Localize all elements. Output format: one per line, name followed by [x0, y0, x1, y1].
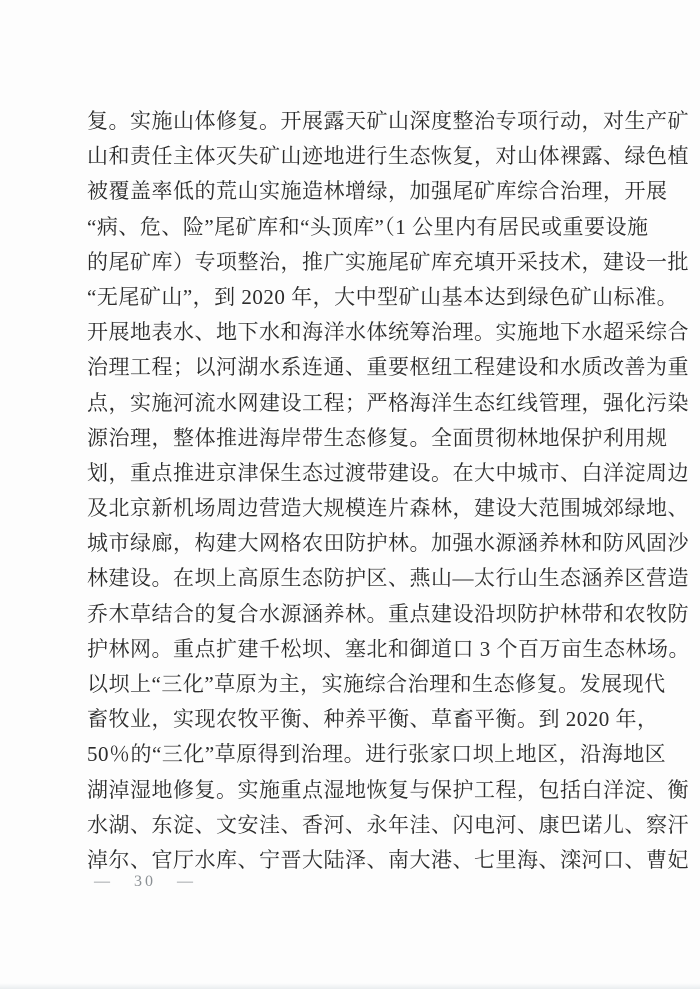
text-line: 治理工程；以河湖水系连通、重要枢纽工程建设和水质改善为重 — [87, 355, 689, 380]
text-line: 被覆盖率低的荒山实施造林增绿，加强尾矿库综合治理，开展 — [87, 179, 668, 204]
text-line: 开展地表水、地下水和海洋水体统筹治理。实施地下水超采综合 — [87, 320, 689, 345]
text-line: 划，重点推进京津保生态过渡带建设。在大中城市、白洋淀周边 — [87, 460, 689, 485]
text-line: 源治理，整体推进海岸带生态修复。全面贯彻林地保护利用规 — [87, 425, 668, 450]
text-line: 及北京新机场周边营造大规模连片森林，建设大范围城郊绿地、 — [87, 496, 689, 521]
text-line: 畜牧业，实现农牧平衡、种养平衡、草畜平衡。到 2020 年， — [87, 707, 659, 732]
page-number: — 30 — — [94, 873, 196, 890]
body-text-block — [87, 104, 690, 878]
text-line: 城市绿廊，构建大网格农田防护林。加强水源涵养林和防风固沙 — [87, 531, 689, 556]
text-line: 护林网。重点扩建千松坝、塞北和御道口 3 个百万亩生态林场。 — [87, 636, 690, 661]
text-line: “无尾矿山”，到 2020 年，大中型矿山基本达到绿色矿山标准。 — [87, 284, 679, 309]
text-line: 湖淖湿地修复。实施重点湿地恢复与保护工程，包括白洋淀、衡 — [87, 777, 689, 802]
scan-bottom-edge — [0, 983, 700, 989]
text-line: 以坝上“三化”草原为主，实施综合治理和生态修复。发展现代 — [87, 672, 666, 696]
text-line: 山和责任主体灭失矿山迹地进行生态恢复，对山体裸露、绿色植 — [87, 144, 689, 169]
text-line: 的尾矿库）专项整治，推广实施尾矿库充填开采技术，建设一批 — [87, 249, 689, 274]
text-line: “病、危、险”尾矿库和“头顶库”（1 公里内有居民或重要设施 — [87, 214, 649, 239]
text-line: 点，实施河流水网建设工程；严格海洋生态红线管理，强化污染 — [87, 390, 689, 415]
text-line: 水湖、东淀、文安洼、香河、永年洼、闪电河、康巴诺儿、察汗 — [87, 812, 689, 837]
text-line: 淖尔、官厅水库、宁晋大陆泽、南大港、七里海、滦河口、曹妃 — [87, 847, 689, 872]
text-line: 50％的“三化”草原得到治理。进行张家口坝上地区，沿海地区 — [87, 742, 667, 767]
text-line: 林建设。在坝上高原生态防护区、燕山—太行山生态涵养区营造 — [87, 566, 689, 591]
text-line: 乔木草结合的复合水源涵养林。重点建设沿坝防护林带和农牧防 — [87, 601, 689, 626]
text-line: 复。实施山体修复。开展露天矿山深度整治专项行动，对生产矿 — [87, 109, 689, 133]
